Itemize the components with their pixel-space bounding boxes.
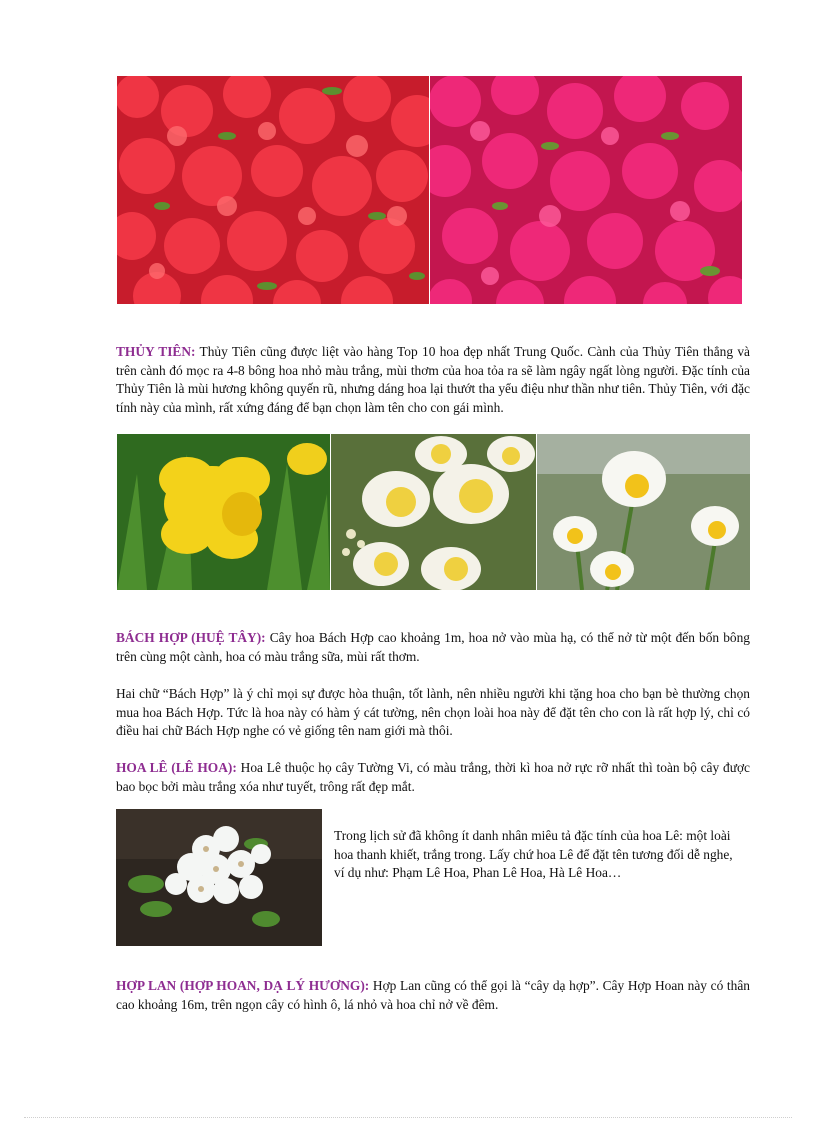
text-hoa-le-history: Trong lịch sử đã không ít danh nhân miêu tả đặc tính của hoa Lê: một loài hoa thanh khiết, trắng trong. Lấy chứ hoa Lê để đặt tên tương đối dễ nghe, ví dụ như: Phạm Lê Hoa, Phan Lê Hoa, Hà Lê Hoa… — [334, 828, 733, 880]
photo-narcissus — [537, 434, 750, 590]
heading-hop-lan: HỢP LAN (HỢP HOAN, DẠ LÝ HƯƠNG): — [116, 978, 370, 993]
text-hoa-le: Hoa Lê thuộc họ cây Tường Vi, có màu trắng, thời kì hoa nở rực rỡ nhất thì toàn bộ cây được bao bọc bởi màu trắng xóa như tuyết, trông rất đẹp mắt. — [116, 760, 750, 794]
photo-white-daffodils — [331, 434, 536, 590]
text-hop-lan: Hợp Lan cũng có thể gọi là “cây dạ hợp”. Cây Hợp Hoan này có thân cao khoảng 16m, trên ngọn cây có hình ô, lá nhỏ và hoa chỉ nở về đêm. — [116, 978, 750, 1012]
photo-yellow-daffodil — [117, 434, 330, 590]
section-hop-lan — [116, 977, 750, 1014]
section-bach-hop — [116, 629, 750, 666]
text-thuy-tien: Thủy Tiên cũng được liệt vào hàng Top 10 hoa đẹp nhất Trung Quốc. Cành của Thủy Tiên thẳng và trên cành đó mọc ra 4-8 bông hoa nhỏ màu trắng, mùi thơm của hoa tỏa ra sẽ làm ngây ngất lòng người. Đặc tính của Thủy Tiên là mùi hương không quyến rũ, nhưng dáng hoa lại thướt tha yểu điệu như thần như tiên. Thủy Tiên, với đặc tính này của mình, rất xứng đáng để bạn chọn làm tên cho con gái mình. — [116, 344, 750, 415]
photo-red-azalea — [117, 76, 429, 304]
heading-thuy-tien: THỦY TIÊN: — [116, 344, 196, 359]
heading-hoa-le: HOA LÊ (LÊ HOA): — [116, 760, 237, 775]
text-bach-hop-meaning: Hai chữ “Bách Hợp” là ý chỉ mọi sự được hòa thuận, tốt lành, nên nhiều người khi tặng hoa cho bạn bè thường chọn mua hoa Bách Hợp. Tức là hoa này có hàm ý cát tường, nên chọn loài hoa này để đặt tên cho con là rất hợp lý, chỉ có điều hai chữ Bách Hợp nghe có vẻ giống tên nam giới mà thôi. — [116, 686, 750, 738]
page-bottom-divider — [24, 1117, 792, 1118]
section-hoa-le — [116, 759, 750, 796]
heading-bach-hop: BÁCH HỢP (HUỆ TÂY): — [116, 630, 266, 645]
section-thuy-tien — [116, 343, 750, 417]
text-bach-hop: Cây hoa Bách Hợp cao khoảng 1m, hoa nở vào mùa hạ, có thể nở từ một đến bốn bông trên cùng một cành, hoa có màu trắng sữa, mùi rất thơm. — [116, 630, 750, 664]
photo-pear-blossom — [116, 809, 322, 946]
photo-pink-azalea — [430, 76, 742, 304]
